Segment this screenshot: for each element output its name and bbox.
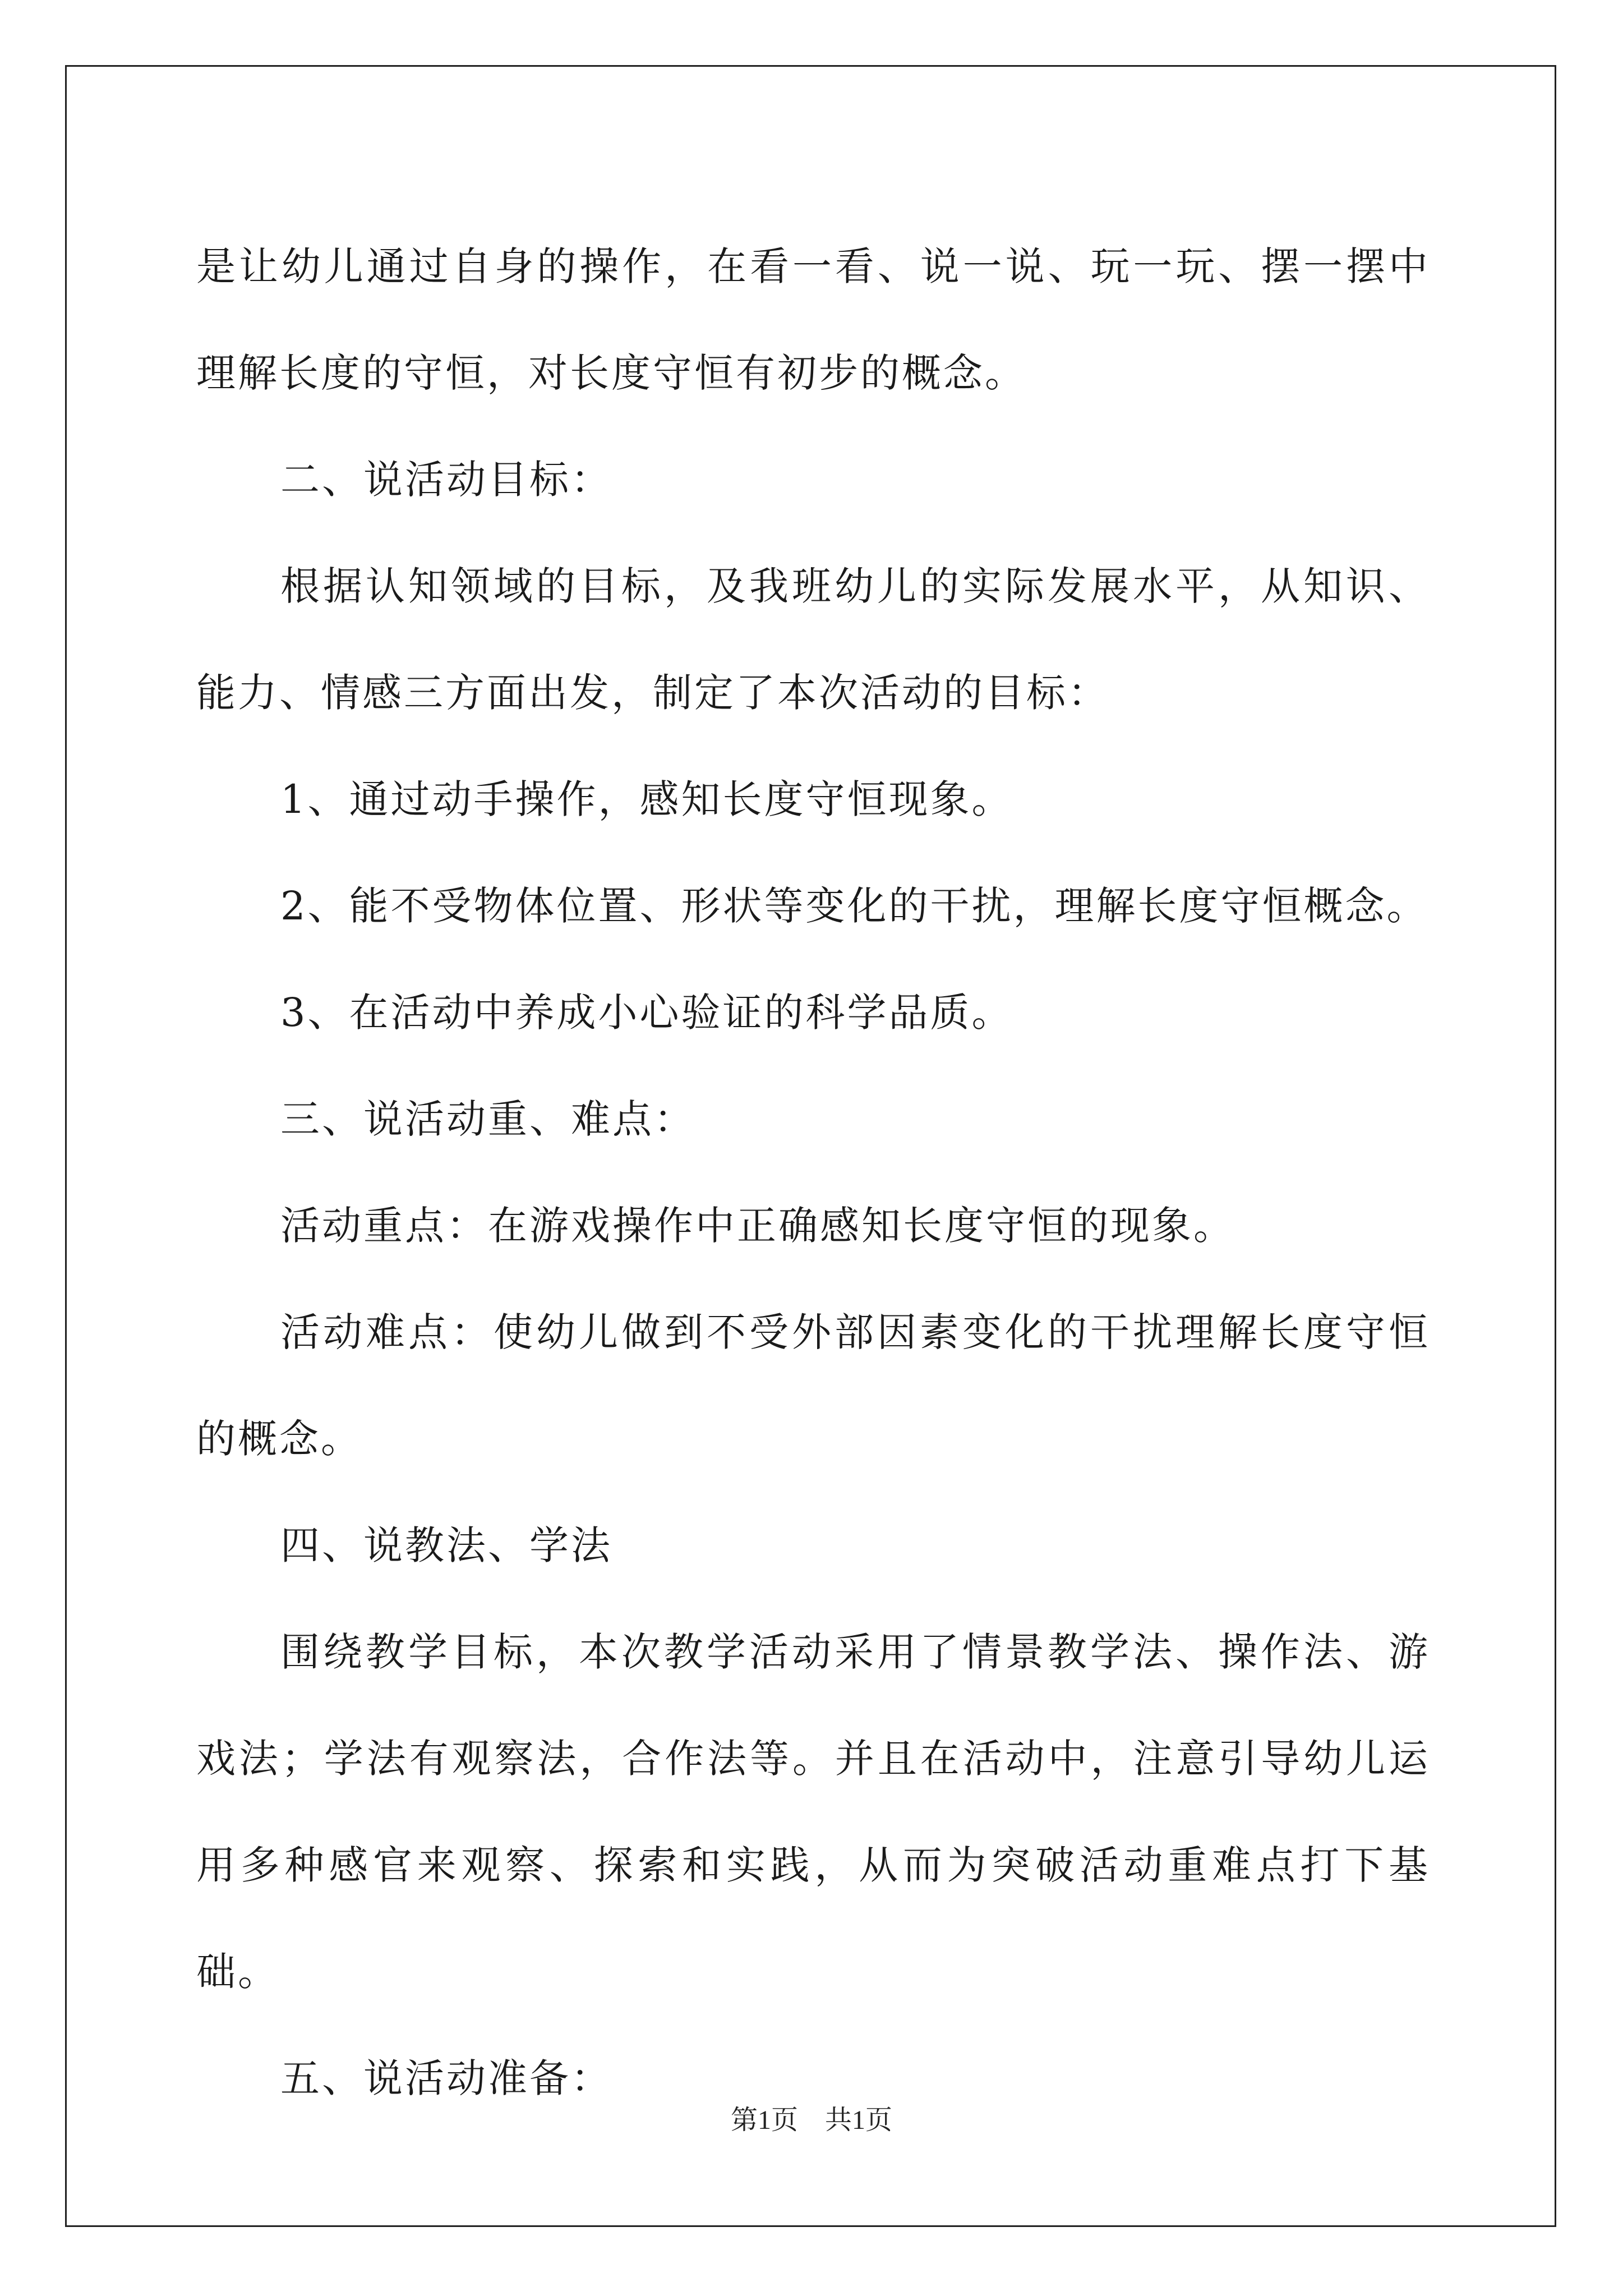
section-heading-preparation: 五、说活动准备：	[280, 2055, 612, 2101]
document-body	[196, 213, 1430, 2132]
section-heading-key-points: 三、说活动重、难点：	[280, 1096, 695, 1142]
paragraph-difficulty: 活动难点：使幼儿做到不受外部因素变化的干扰理解长度守恒的概念。	[196, 1309, 1430, 1462]
objective-item-2: 2、能不受物体位置、形状等变化的干扰，理解长度守恒概念。	[280, 883, 1428, 929]
paragraph-key-point: 活动重点：在游戏操作中正确感知长度守恒的现象。	[280, 1203, 1235, 1249]
page-number: 第1页	[730, 2105, 798, 2135]
section-heading-objectives: 二、说活动目标：	[280, 457, 612, 503]
paragraph-1: 是让幼儿通过自身的操作，在看一看、说一说、玩一玩、摆一摆中理解长度的守恒，对长度守恒有初步的概念。	[196, 243, 1430, 396]
section-heading-methods: 四、说教法、学法	[280, 1522, 612, 1568]
paragraph-methods: 围绕教学目标，本次教学活动采用了情景教学法、操作法、游戏法；学法有观察法，合作法等。并且在活动中，注意引导幼儿运用多种感官来观察、探索和实践，从而为突破活动重难点打下基础。	[196, 1629, 1430, 1995]
page-footer	[0, 2098, 1623, 2137]
objective-item-1: 1、通过动手操作，感知长度守恒现象。	[280, 776, 1013, 822]
objective-item-3: 3、在活动中养成小心验证的科学品质。	[280, 990, 1013, 1036]
page-total: 共1页	[825, 2105, 893, 2135]
paragraph-objectives-intro: 根据认知领域的目标，及我班幼儿的实际发展水平，从知识、能力、情感三方面出发，制定了本次活动的目标：	[196, 563, 1430, 716]
